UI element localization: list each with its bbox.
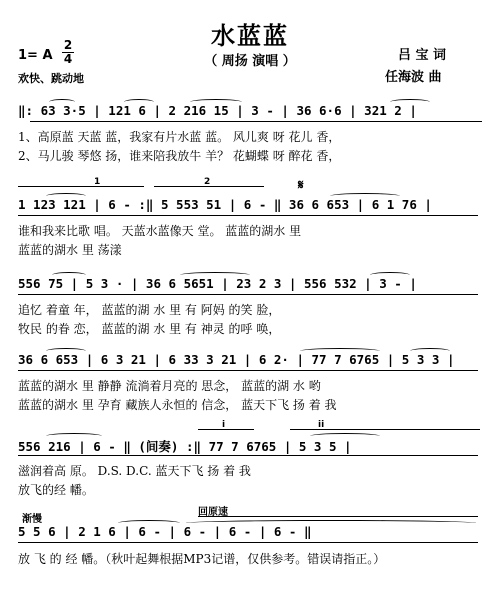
page-title: 水蓝蓝 (211, 21, 289, 50)
beam-underline (18, 215, 478, 216)
lyric-line-4-verse-2: 蓝蓝的湖水 里 孕育 藏族人永恒的 信念， 蓝天下飞 扬 着 我 (18, 398, 337, 412)
lyric-line-4-verse-1: 蓝蓝的湖水 里 静静 流淌着月亮的 思念， 蓝蓝的湖 水 哟 (18, 379, 321, 393)
beam-underline (18, 370, 478, 371)
lyric-line-1-verse-1: 1、高原蓝 天蓝 蓝，我家有片水蓝 蓝。 风儿爽 呀 花儿 香， (18, 130, 341, 144)
volta-bracket-1 (18, 186, 144, 187)
notation-line-6: 5 5 6 | 2 1 6 | 6 - | 6 - | 6 - | 6 - ‖ (18, 524, 312, 539)
time-signature (62, 40, 74, 65)
interlude-bracket-i (198, 429, 254, 430)
lyric-line-5-verse-1: 滋润着高 原。 D.S. D.C. 蓝天下飞 扬 着 我 (18, 464, 251, 478)
a-tempo-marking: 回原速 (198, 507, 228, 518)
time-signature-top: 2 (63, 38, 73, 52)
time-signature-bottom: 4 (63, 52, 73, 66)
interlude-i-label: i (222, 420, 226, 430)
slowing-marking: 渐慢 (22, 514, 42, 525)
segno-icon: 𝄋 (298, 178, 304, 193)
interlude-ii-label: ii (318, 420, 325, 430)
lyric-line-2-verse-2: 蓝蓝的湖水 里 荡漾 (18, 243, 122, 257)
beam-underline (18, 455, 478, 456)
lyric-line-1-verse-2: 2、马儿骏 琴悠 扬，谁来陪我放牛 羊？ 花蝴蝶 呀 醉花 香， (18, 149, 341, 163)
lyric-line-5-verse-2: 放飞的经 幡。 (18, 483, 94, 497)
notation-line-3: 556 75 | 5 3 · | 36 6 5651 | 23 2 3 | 556 532 | 3 - | (18, 276, 417, 291)
notation-line-4: 36 6 653 | 6 3 21 | 6 33 3 21 | 6 2· | 77 7 6765 | 5 3 3 | (18, 352, 455, 367)
lyricist-credit: 吕 宝 词 (398, 48, 447, 63)
lyric-line-3-verse-1: 追忆 着童 年， 蓝蓝的湖 水 里 有 阿妈 的笑 脸， (18, 303, 281, 317)
lyric-line-6: 放 飞 的 经 幡。（秋叶起舞根据MP3记谱，仅供参考。错误请指正。） (18, 552, 386, 566)
beam-underline (18, 542, 478, 543)
volta-2-label: 2 (204, 177, 211, 187)
key-signature: 1= A (18, 48, 53, 63)
a-tempo-line (198, 516, 478, 517)
notation-line-1: ‖: 63 3·5 | 121 6 | 2 216 15 | 3 - | 36 6·6 | 321 2 | (18, 103, 417, 118)
lyric-line-2-verse-1: 谁和我来比歌 唱。 天蓝水蓝像天 堂。 蓝蓝的湖水 里 (18, 224, 302, 238)
volta-1-label: 1 (94, 177, 101, 187)
composer-credit: 任海波 曲 (385, 70, 442, 85)
performer-subtitle: （ 周扬 演唱 ） (204, 54, 296, 69)
notation-line-2: 1 123 121 | 6 - :‖ 5 553 51 | 6 - ‖ 36 6 653 | 6 1 76 | (18, 197, 432, 212)
notation-line-5: 556 216 | 6 - ‖ (间奏) :‖ 77 7 6765 | 5 3 5 | (18, 439, 352, 454)
beam-underline (30, 121, 482, 122)
tempo-marking: 欢快、跳动地 (18, 72, 84, 85)
lyric-line-3-verse-2: 牧民 的眷 恋， 蓝蓝的湖 水 里 有 神灵 的呼 唤， (18, 322, 281, 336)
beam-underline (18, 294, 478, 295)
